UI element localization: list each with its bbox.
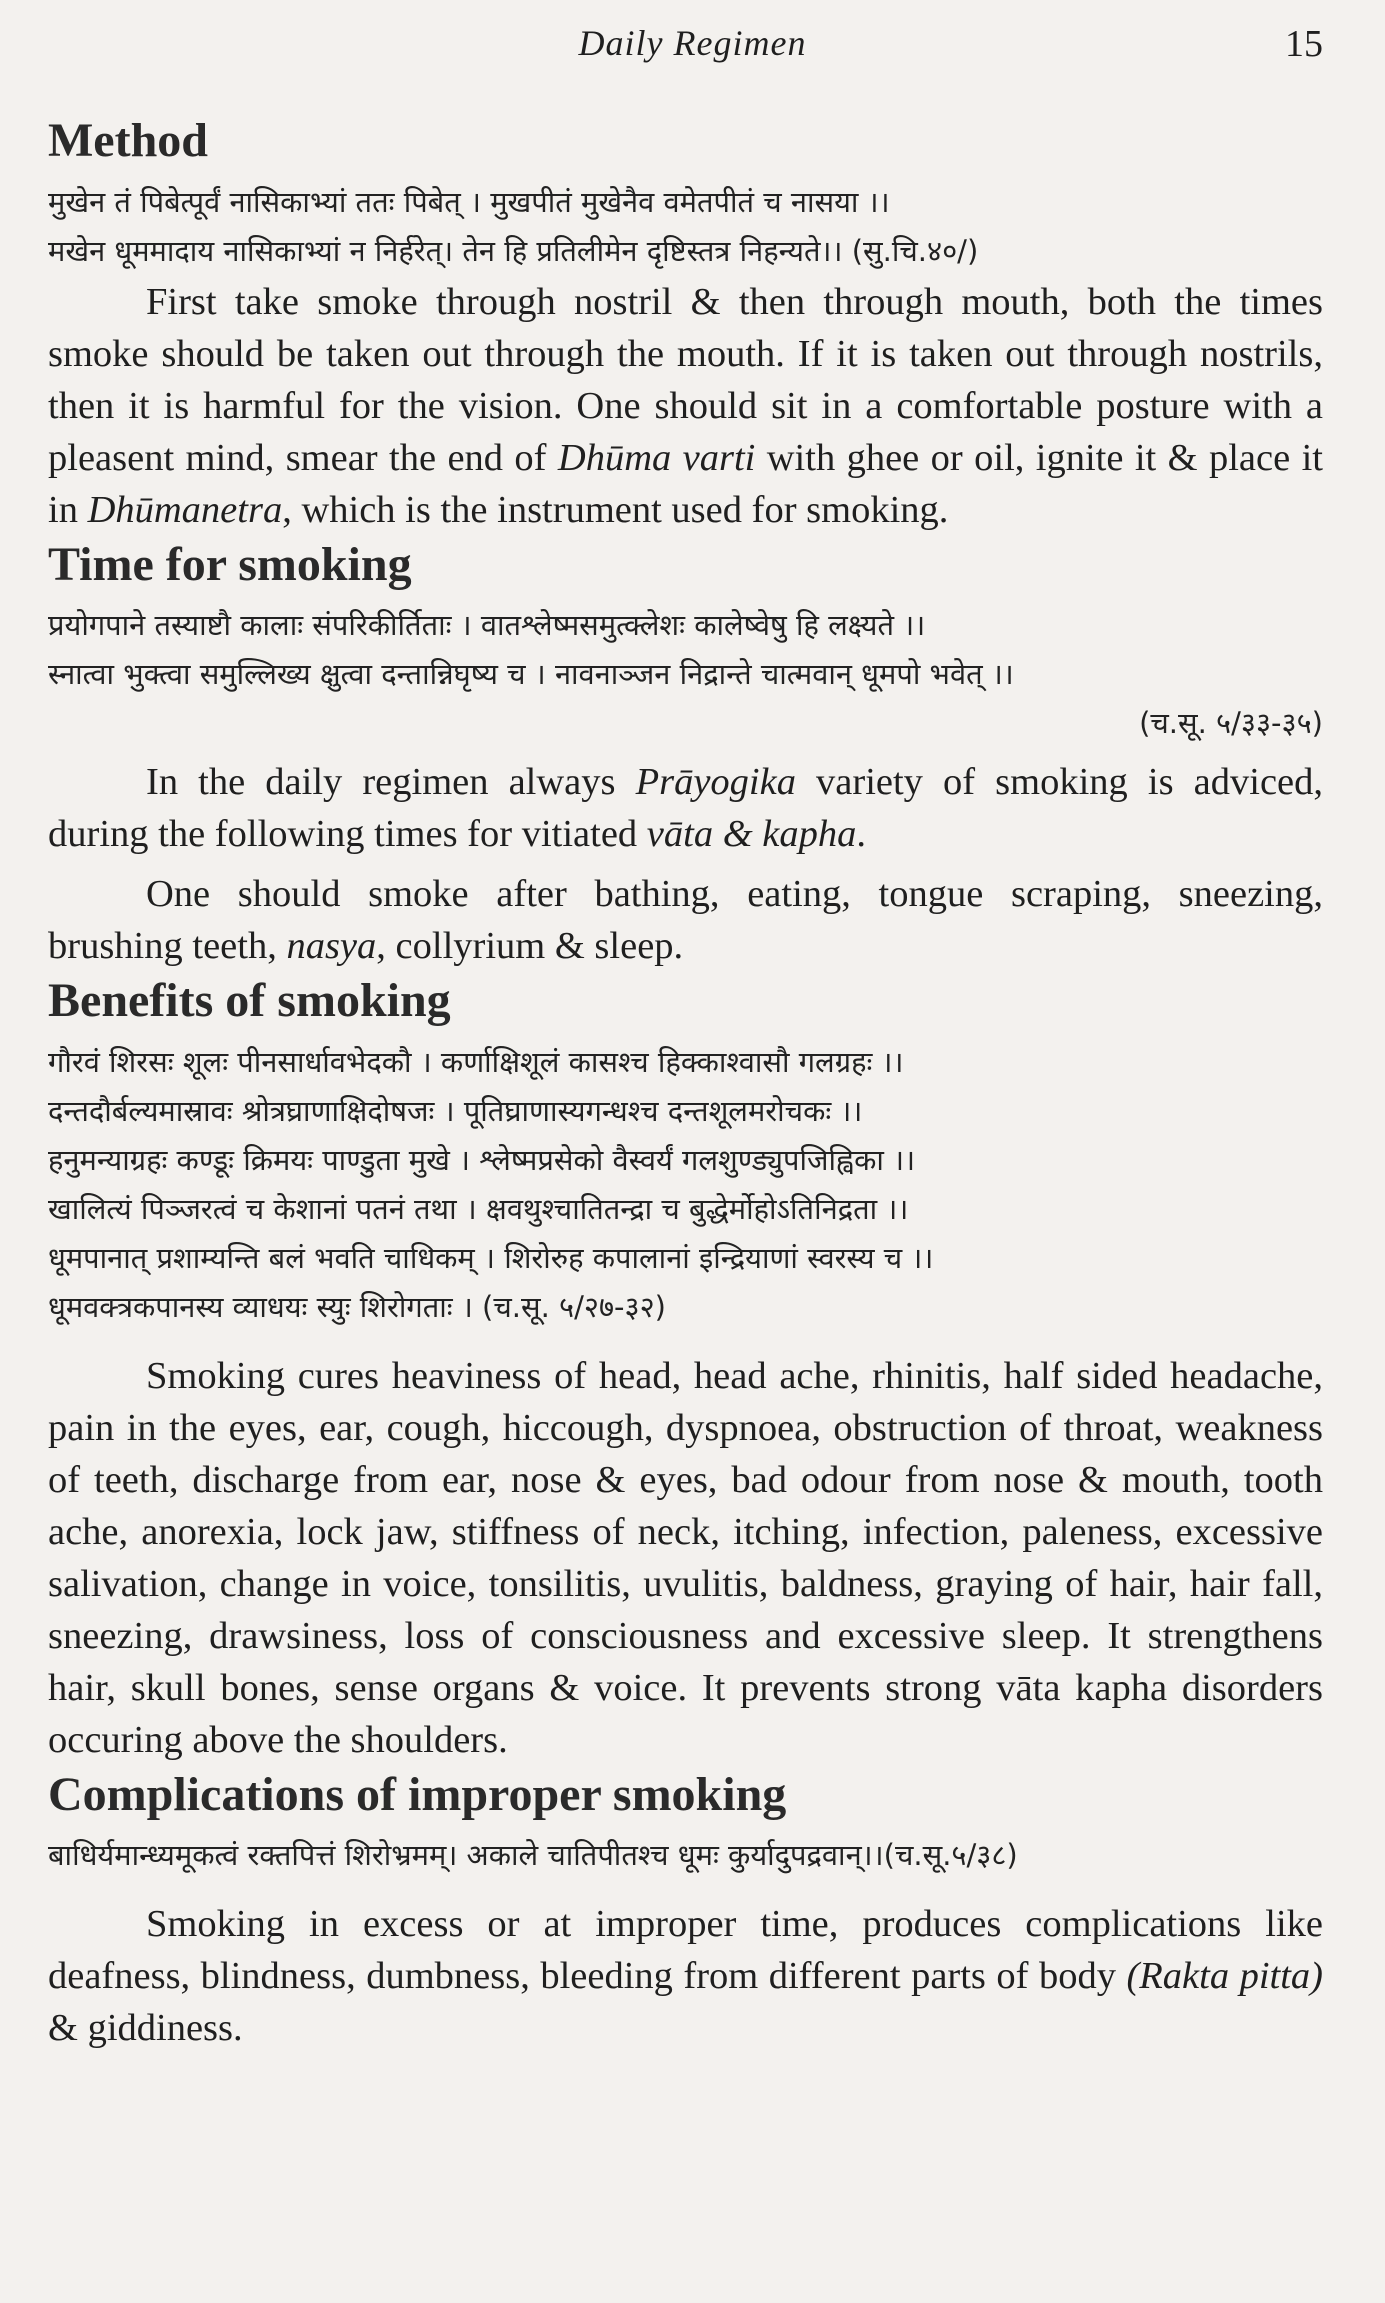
verse-line: खालित्यं पिञ्जरत्वं च केशानां पतनं तथा । क्षवथुश्चातितन्द्रा च बुद्धेर्मोहोऽतिनिद्रता ।। xyxy=(48,1191,909,1226)
heading-complications: Complications of improper smoking xyxy=(48,1767,787,1821)
verse-line: मखेन धूममादाय नासिकाभ्यां न निर्हरेत्। तेन हि प्रतिलीमेन दृष्टिस्तत्र निहन्यते।। (सु.चि.४०/) xyxy=(48,233,979,268)
page-number: 15 xyxy=(1285,23,1323,65)
verse-line: गौरवं शिरसः शूलः पीनसार्धावभेदकौ । कर्णाक्षिशूलं कासश्च हिक्काश्वासौ गलग्रहः ।। xyxy=(48,1044,904,1079)
verse-line: स्नात्वा भुक्त्वा समुल्लिख्य क्षुत्वा दन्तान्निघृष्य च । नावनाञ्जन निद्रान्ते चात्मवान् धूमपो भवेत् ।। xyxy=(48,657,1014,692)
verse-line: हनुमन्याग्रहः कण्डूः क्रिमयः पाण्डुता मुखे । श्लेष्मप्रसेको वैस्वर्यं गलशुण्ड्युपजिह्विका ।। xyxy=(48,1142,916,1177)
heading-benefits-of-smoking: Benefits of smoking xyxy=(48,974,451,1028)
verse-line: बाधिर्यमान्ध्यमूकत्वं रक्तपित्तं शिरोभ्रमम्। अकाले चातिपीतश्च धूमः कुर्यादुपद्रवान्।।(च.सू.५/३८) xyxy=(48,1838,1018,1873)
verse-line: प्रयोगपाने तस्याष्टौ कालाः संपरिकीर्तिताः । वातश्लेष्मसमुत्क्लेशः कालेष्वेषु हि लक्ष्यते ।। xyxy=(48,608,926,643)
verse-citation: (च.सू. ५/३३-३५) xyxy=(1139,706,1323,741)
paragraph-complications: Smoking in excess or at improper time, produces complications like deafness, blindness, dumbness, bleeding from different parts of body (Rakta pitta) & giddiness. xyxy=(48,1903,1323,2050)
verse-line: धूमवक्त्रकपानस्य व्याधयः स्युः शिरोगताः । (च.सू. ५/२७-३२) xyxy=(48,1289,666,1324)
heading-time-for-smoking: Time for smoking xyxy=(48,537,412,591)
page-content xyxy=(48,112,1323,2054)
verse-line: मुखेन तं पिबेत्पूर्वं नासिकाभ्यां ततः पिबेत् । मुखपीतं मुखेनैव वमेतपीतं च नासया ।। xyxy=(48,184,890,219)
verse-line: दन्तदौर्बल्यमास्रावः श्रोत्रघ्राणाक्षिदोषजः । पूतिघ्राणास्यगन्धश्च दन्तशूलमरोचकः ।। xyxy=(48,1093,863,1128)
heading-method: Method xyxy=(48,114,208,167)
verse-line: धूमपानात् प्रशाम्यन्ति बलं भवति चाधिकम् । शिरोरुह कपालानां इन्द्रियाणां स्वरस्य च ।। xyxy=(48,1240,934,1275)
running-head-title: Daily Regimen xyxy=(578,23,807,63)
paragraph-method: First take smoke through nostril & then through mouth, both the times smoke should be taken out through the mouth. If it is taken out through nostrils, then it is harmful for the vision. One should sit in a comfortable posture with a pleasent mind, smear the end of Dhūma varti with ghee or oil, ignite it & place it in Dhūmanetra, which is the instrument used for smoking. xyxy=(48,280,1323,531)
paragraph-benefits: Smoking cures heaviness of head, head ache, rhinitis, half sided headache, pain in the eyes, ear, cough, hiccough, dyspnoea, obstruction of throat, weakness of teeth, discharge from ear, nose & eyes, bad odour from nose & mouth, tooth ache, anorexia, lock jaw, stiffness of neck, itching, infection, paleness, excessive salivation, change in voice, tonsilitis, uvulitis, baldness, graying of hair, hair fall, sneezing, drawsiness, loss of consciousness and excessive sleep. It strengthens hair, skull bones, sense organs & voice. It prevents strong vāta kapha disorders occuring above the shoulders. xyxy=(48,1354,1323,1761)
paragraph-time-2: One should smoke after bathing, eating, tongue scraping, sneezing, brushing teeth, nasya, collyrium & sleep. xyxy=(48,873,1323,968)
paragraph-time-1: In the daily regimen always Prāyogika variety of smoking is adviced, during the following times for vitiated vāta & kapha. xyxy=(48,761,1323,856)
